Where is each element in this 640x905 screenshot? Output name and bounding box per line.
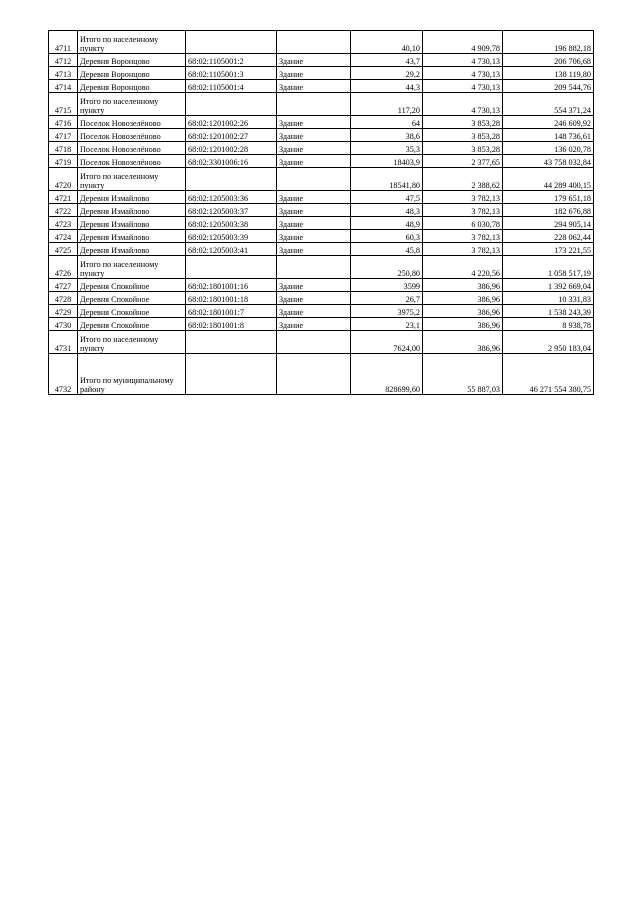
- object-type-cell: [277, 31, 351, 54]
- area-cell: 23,1: [351, 318, 423, 331]
- table-row: [49, 142, 594, 155]
- area-cell: 3599: [351, 279, 423, 292]
- cadastral-number-cell: 68:02:1201002:27: [186, 129, 277, 142]
- table-row: [49, 155, 594, 168]
- locality-name-cell: Деревня Спокойное: [78, 318, 186, 331]
- cadastral-number-cell: 68:02:1205003:41: [186, 243, 277, 256]
- locality-name-cell: Деревня Воронцово: [78, 80, 186, 93]
- row-number-cell: 4712: [49, 54, 78, 67]
- object-type-cell: [277, 354, 351, 395]
- specific-value-cell: 3 782,13: [423, 230, 503, 243]
- table-row: [49, 217, 594, 230]
- table-row: [49, 67, 594, 80]
- area-cell: 48,9: [351, 217, 423, 230]
- table-row: [49, 191, 594, 204]
- area-cell: 35,3: [351, 142, 423, 155]
- table-row: [49, 116, 594, 129]
- table-row: [49, 279, 594, 292]
- area-cell: 18403,9: [351, 155, 423, 168]
- cadastral-number-cell: 68:02:1801001:16: [186, 279, 277, 292]
- cadastral-value-cell: 8 938,78: [503, 318, 594, 331]
- row-number-cell: 4727: [49, 279, 78, 292]
- locality-name-cell: Поселок Новозелёново: [78, 116, 186, 129]
- area-cell: 3975,2: [351, 305, 423, 318]
- object-type-cell: [277, 256, 351, 279]
- cadastral-value-cell: 209 544,76: [503, 80, 594, 93]
- row-number-cell: 4730: [49, 318, 78, 331]
- cadastral-value-cell: 44 289 400,15: [503, 168, 594, 191]
- row-number-cell: 4719: [49, 155, 78, 168]
- object-type-cell: Здание: [277, 155, 351, 168]
- cadastral-number-cell: [186, 331, 277, 354]
- row-number-cell: 4723: [49, 217, 78, 230]
- cadastral-number-cell: 68:02:1105001:2: [186, 54, 277, 67]
- row-number-cell: 4713: [49, 67, 78, 80]
- area-cell: 45,8: [351, 243, 423, 256]
- specific-value-cell: 3 782,13: [423, 191, 503, 204]
- cadastral-number-cell: 68:02:1105001:4: [186, 80, 277, 93]
- object-type-cell: [277, 93, 351, 116]
- cadastral-number-cell: 68:02:1205003:37: [186, 204, 277, 217]
- area-cell: 60,3: [351, 230, 423, 243]
- area-cell: 7624,00: [351, 331, 423, 354]
- table-row: [49, 31, 594, 54]
- locality-name-cell: Деревня Воронцово: [78, 54, 186, 67]
- cadastral-number-cell: 68:02:1201002:26: [186, 116, 277, 129]
- cadastral-value-cell: 554 371,24: [503, 93, 594, 116]
- area-cell: 64: [351, 116, 423, 129]
- area-cell: 43,7: [351, 54, 423, 67]
- area-cell: 47,5: [351, 191, 423, 204]
- area-cell: 38,6: [351, 129, 423, 142]
- locality-name-cell: Поселок Новозелёново: [78, 155, 186, 168]
- specific-value-cell: 3 782,13: [423, 204, 503, 217]
- table-row: [49, 331, 594, 354]
- cadastral-value-cell: 10 331,83: [503, 292, 594, 305]
- cadastral-number-cell: 68:02:1801001:7: [186, 305, 277, 318]
- object-type-cell: Здание: [277, 292, 351, 305]
- table-body: [49, 31, 594, 395]
- row-number-cell: 4726: [49, 256, 78, 279]
- object-type-cell: Здание: [277, 129, 351, 142]
- specific-value-cell: 4 730,13: [423, 67, 503, 80]
- cadastral-value-cell: 294 905,14: [503, 217, 594, 230]
- cadastral-number-cell: 68:02:3301006:16: [186, 155, 277, 168]
- object-type-cell: Здание: [277, 305, 351, 318]
- table-row: [49, 292, 594, 305]
- cadastral-number-cell: [186, 168, 277, 191]
- locality-name-cell: Поселок Новозелёново: [78, 142, 186, 155]
- cadastral-value-cell: 1 392 669,04: [503, 279, 594, 292]
- locality-name-cell: Деревня Измайлово: [78, 243, 186, 256]
- cadastral-value-cell: 182 676,88: [503, 204, 594, 217]
- area-cell: 29,2: [351, 67, 423, 80]
- object-type-cell: Здание: [277, 191, 351, 204]
- valuation-table: [48, 30, 594, 395]
- area-cell: 48,3: [351, 204, 423, 217]
- table-row: [49, 318, 594, 331]
- cadastral-value-cell: 228 062,44: [503, 230, 594, 243]
- locality-name-cell: Деревня Спокойное: [78, 305, 186, 318]
- row-number-cell: 4724: [49, 230, 78, 243]
- row-number-cell: 4711: [49, 31, 78, 54]
- locality-name-cell: Деревня Воронцово: [78, 67, 186, 80]
- cadastral-number-cell: 68:02:1205003:39: [186, 230, 277, 243]
- area-cell: 117,20: [351, 93, 423, 116]
- locality-name-cell: Деревня Измайлово: [78, 230, 186, 243]
- row-number-cell: 4717: [49, 129, 78, 142]
- cadastral-number-cell: 68:02:1801001:18: [186, 292, 277, 305]
- cadastral-value-cell: 46 271 554 380,75: [503, 354, 594, 395]
- table-row: [49, 305, 594, 318]
- object-type-cell: Здание: [277, 80, 351, 93]
- object-type-cell: Здание: [277, 67, 351, 80]
- cadastral-value-cell: 206 706,68: [503, 54, 594, 67]
- row-number-cell: 4721: [49, 191, 78, 204]
- locality-name-cell: Итого по муниципальному району: [78, 354, 186, 395]
- table-row: [49, 256, 594, 279]
- object-type-cell: Здание: [277, 116, 351, 129]
- row-number-cell: 4731: [49, 331, 78, 354]
- specific-value-cell: 4 730,13: [423, 80, 503, 93]
- row-number-cell: 4729: [49, 305, 78, 318]
- cadastral-value-cell: 138 119,80: [503, 67, 594, 80]
- specific-value-cell: 4 909,78: [423, 31, 503, 54]
- table-row: [49, 168, 594, 191]
- locality-name-cell: Итого по населенному пункту: [78, 168, 186, 191]
- cadastral-number-cell: 68:02:1105001:3: [186, 67, 277, 80]
- table-row: [49, 129, 594, 142]
- specific-value-cell: 3 853,28: [423, 116, 503, 129]
- locality-name-cell: Деревня Измайлово: [78, 191, 186, 204]
- specific-value-cell: 4 220,56: [423, 256, 503, 279]
- locality-name-cell: Итого по населенному пункту: [78, 31, 186, 54]
- object-type-cell: Здание: [277, 243, 351, 256]
- cadastral-value-cell: 196 882,18: [503, 31, 594, 54]
- cadastral-value-cell: 179 651,18: [503, 191, 594, 204]
- row-number-cell: 4732: [49, 354, 78, 395]
- table-row: [49, 80, 594, 93]
- row-number-cell: 4718: [49, 142, 78, 155]
- locality-name-cell: Деревня Спокойное: [78, 292, 186, 305]
- row-number-cell: 4714: [49, 80, 78, 93]
- table-row: [49, 243, 594, 256]
- locality-name-cell: Итого по населенному пункту: [78, 331, 186, 354]
- specific-value-cell: 386,96: [423, 331, 503, 354]
- cadastral-number-cell: [186, 354, 277, 395]
- cadastral-value-cell: 2 950 183,04: [503, 331, 594, 354]
- row-number-cell: 4720: [49, 168, 78, 191]
- area-cell: 40,10: [351, 31, 423, 54]
- table-row: [49, 93, 594, 116]
- specific-value-cell: 3 853,28: [423, 129, 503, 142]
- object-type-cell: Здание: [277, 318, 351, 331]
- row-number-cell: 4728: [49, 292, 78, 305]
- area-cell: 26,7: [351, 292, 423, 305]
- specific-value-cell: 4 730,13: [423, 54, 503, 67]
- cadastral-value-cell: 1 058 517,19: [503, 256, 594, 279]
- locality-name-cell: Поселок Новозелёново: [78, 129, 186, 142]
- locality-name-cell: Деревня Спокойное: [78, 279, 186, 292]
- cadastral-number-cell: 68:02:1201002:28: [186, 142, 277, 155]
- cadastral-value-cell: 173 221,55: [503, 243, 594, 256]
- cadastral-value-cell: 246 609,92: [503, 116, 594, 129]
- table-row: [49, 230, 594, 243]
- row-number-cell: 4716: [49, 116, 78, 129]
- locality-name-cell: Деревня Измайлово: [78, 217, 186, 230]
- area-cell: 828699,60: [351, 354, 423, 395]
- specific-value-cell: 6 030,78: [423, 217, 503, 230]
- cadastral-number-cell: [186, 256, 277, 279]
- specific-value-cell: 386,96: [423, 318, 503, 331]
- cadastral-value-cell: 1 538 243,39: [503, 305, 594, 318]
- table-row: [49, 204, 594, 217]
- specific-value-cell: 3 782,13: [423, 243, 503, 256]
- area-cell: 18541,80: [351, 168, 423, 191]
- table-row: [49, 354, 594, 395]
- specific-value-cell: 386,96: [423, 279, 503, 292]
- object-type-cell: [277, 168, 351, 191]
- cadastral-number-cell: [186, 93, 277, 116]
- locality-name-cell: Деревня Измайлово: [78, 204, 186, 217]
- cadastral-value-cell: 148 736,61: [503, 129, 594, 142]
- object-type-cell: Здание: [277, 204, 351, 217]
- specific-value-cell: 386,96: [423, 305, 503, 318]
- cadastral-number-cell: [186, 31, 277, 54]
- object-type-cell: Здание: [277, 279, 351, 292]
- specific-value-cell: 2 388,62: [423, 168, 503, 191]
- specific-value-cell: 386,96: [423, 292, 503, 305]
- object-type-cell: Здание: [277, 217, 351, 230]
- cadastral-value-cell: 43 758 032,84: [503, 155, 594, 168]
- object-type-cell: Здание: [277, 230, 351, 243]
- row-number-cell: 4715: [49, 93, 78, 116]
- row-number-cell: 4725: [49, 243, 78, 256]
- locality-name-cell: Итого по населенному пункту: [78, 256, 186, 279]
- locality-name-cell: Итого по населенному пункту: [78, 93, 186, 116]
- specific-value-cell: 55 887,03: [423, 354, 503, 395]
- object-type-cell: Здание: [277, 54, 351, 67]
- table-row: [49, 54, 594, 67]
- specific-value-cell: 3 853,28: [423, 142, 503, 155]
- specific-value-cell: 2 377,65: [423, 155, 503, 168]
- cadastral-number-cell: 68:02:1205003:38: [186, 217, 277, 230]
- area-cell: 250,80: [351, 256, 423, 279]
- cadastral-number-cell: 68:02:1205003:36: [186, 191, 277, 204]
- specific-value-cell: 4 730,13: [423, 93, 503, 116]
- cadastral-number-cell: 68:02:1801001:8: [186, 318, 277, 331]
- object-type-cell: [277, 331, 351, 354]
- row-number-cell: 4722: [49, 204, 78, 217]
- object-type-cell: Здание: [277, 142, 351, 155]
- cadastral-value-cell: 136 020,78: [503, 142, 594, 155]
- area-cell: 44,3: [351, 80, 423, 93]
